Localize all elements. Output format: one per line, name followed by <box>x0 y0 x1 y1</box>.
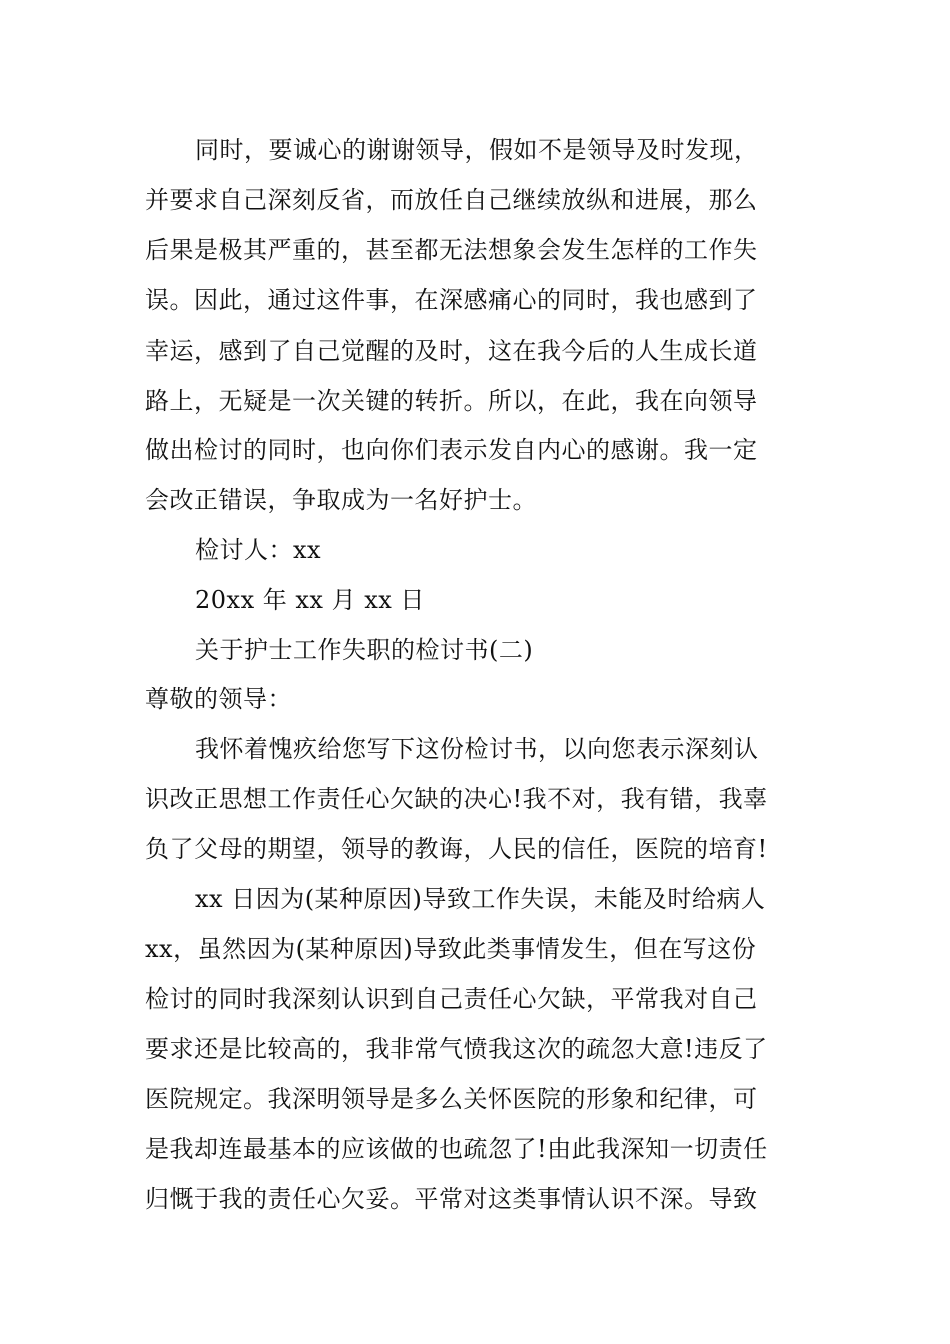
paragraph-3-line: 要求还是比较高的，我非常气愤我这次的疏忽大意!违反了 <box>145 1035 768 1063</box>
salutation: 尊敬的领导： <box>145 685 292 713</box>
section-title: 关于护士工作失职的检讨书(二) <box>195 636 534 664</box>
paragraph-2-line: 识改正思想工作责任心欠缺的决心!我不对，我有错，我辜 <box>145 785 768 813</box>
paragraph-1-line: 同时，要诚心的谢谢领导，假如不是领导及时发现， <box>195 136 759 164</box>
paragraph-2-line: 负了父母的期望，领导的教诲，人民的信任，医院的培育! <box>145 835 768 863</box>
paragraph-1-line: 后果是极其严重的，甚至都无法想象会发生怎样的工作失 <box>145 236 758 264</box>
paragraph-1-line: 会改正错误，争取成为一名好护士。 <box>145 486 537 514</box>
paragraph-3-line: xx 日因为(某种原因)导致工作失误，未能及时给病人 <box>195 885 766 913</box>
paragraph-1-line: 并要求自己深刻反省，而放任自己继续放纵和进展，那么 <box>145 186 758 214</box>
paragraph-1-line: 误。因此，通过这件事，在深感痛心的同时，我也感到了 <box>145 286 758 314</box>
paragraph-1-line: 做出检讨的同时，也向你们表示发自内心的感谢。我一定 <box>145 436 758 464</box>
signature: 检讨人：xx <box>195 536 322 564</box>
paragraph-1-line: 幸运，感到了自己觉醒的及时，这在我今后的人生成长道 <box>145 337 758 365</box>
paragraph-3-line: 检讨的同时我深刻认识到自己责任心欠缺，平常我对自己 <box>145 985 758 1013</box>
paragraph-1-line: 路上，无疑是一次关键的转折。所以，在此，我在向领导 <box>145 387 758 415</box>
date: 20xx 年 xx 月 xx 日 <box>195 586 425 614</box>
paragraph-3-line: 医院规定。我深明领导是多么关怀医院的形象和纪律，可 <box>145 1085 758 1113</box>
paragraph-3-line: 归慨于我的责任心欠妥。平常对这类事情认识不深。导致 <box>145 1185 758 1213</box>
paragraph-3-line: 是我却连最基本的应该做的也疏忽了!由此我深知一切责任 <box>145 1135 768 1163</box>
paragraph-2-line: 我怀着愧疚给您写下这份检讨书，以向您表示深刻认 <box>195 735 759 763</box>
paragraph-3-line: xx，虽然因为(某种原因)导致此类事情发生，但在写这份 <box>145 935 757 963</box>
